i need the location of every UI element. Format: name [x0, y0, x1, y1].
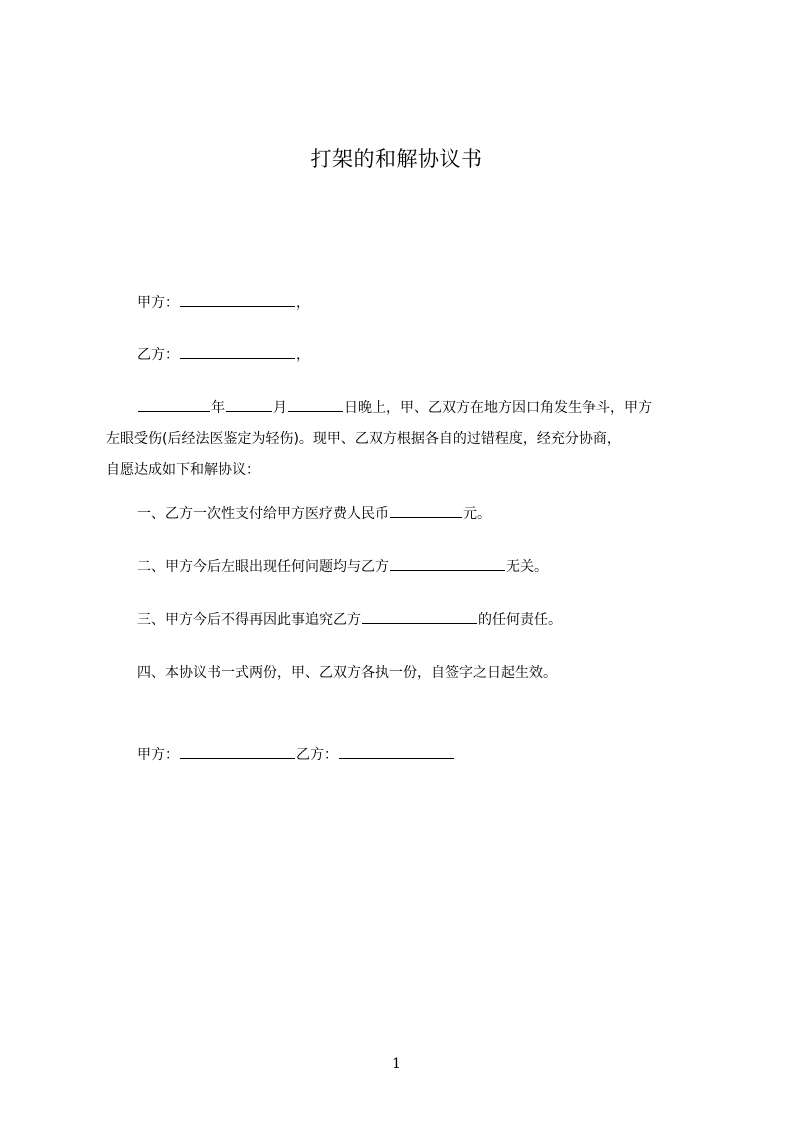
- signature-a-label: 甲方：: [137, 747, 179, 763]
- party-a-line: [137, 292, 310, 314]
- party-a-blank: [180, 292, 295, 307]
- intro-day-text: 日晚上，甲、乙双方在地方因口角发生争斗，甲方: [344, 400, 652, 416]
- clause-3-suffix: 的任何责任。: [478, 612, 562, 628]
- clause-1-suffix: 元。: [463, 506, 491, 522]
- clause-3: [137, 609, 562, 631]
- clause-1-text: 一、乙方一次性支付给甲方医疗费人民币: [137, 506, 389, 522]
- year-label: 年: [211, 400, 225, 416]
- month-label: 月: [273, 400, 287, 416]
- signature-line: [137, 744, 455, 766]
- year-blank: [138, 397, 210, 412]
- party-b-suffix: ，: [296, 347, 310, 363]
- clause-2: [137, 556, 548, 578]
- clause-2-suffix: 无关。: [506, 559, 548, 575]
- party-a-suffix: ，: [296, 295, 310, 311]
- party-a-label: 甲方：: [137, 295, 179, 311]
- clause-1-blank: [390, 503, 462, 518]
- page-number: 1: [392, 1056, 401, 1072]
- party-b-line: [137, 344, 310, 366]
- intro-line-2: 左眼受伤(后经法医鉴定为轻伤)。现甲、乙双方根据各自的过错程度，经充分协商，: [106, 431, 621, 447]
- party-b-label: 乙方：: [137, 347, 179, 363]
- signature-a-blank: [180, 744, 295, 759]
- signature-b-label: 乙方：: [296, 747, 338, 763]
- signature-b-blank: [339, 744, 454, 759]
- day-blank: [288, 397, 343, 412]
- intro-line-1: [106, 393, 702, 424]
- intro-line-3: 自愿达成如下和解协议：: [106, 462, 260, 478]
- month-blank: [226, 397, 272, 412]
- document-title: 打架的和解协议书: [310, 147, 483, 171]
- clause-3-text: 三、甲方今后不得再因此事追究乙方: [137, 612, 361, 628]
- intro-paragraph: [106, 393, 702, 486]
- clause-3-blank: [362, 609, 477, 624]
- clause-2-text: 二、甲方今后左眼出现任何问题均与乙方: [137, 559, 389, 575]
- clause-2-blank: [390, 556, 505, 571]
- clause-1: [137, 503, 491, 525]
- clause-4: 四、本协议书一式两份，甲、乙双方各执一份，自签字之日起生效。: [137, 665, 557, 681]
- party-b-blank: [180, 344, 295, 359]
